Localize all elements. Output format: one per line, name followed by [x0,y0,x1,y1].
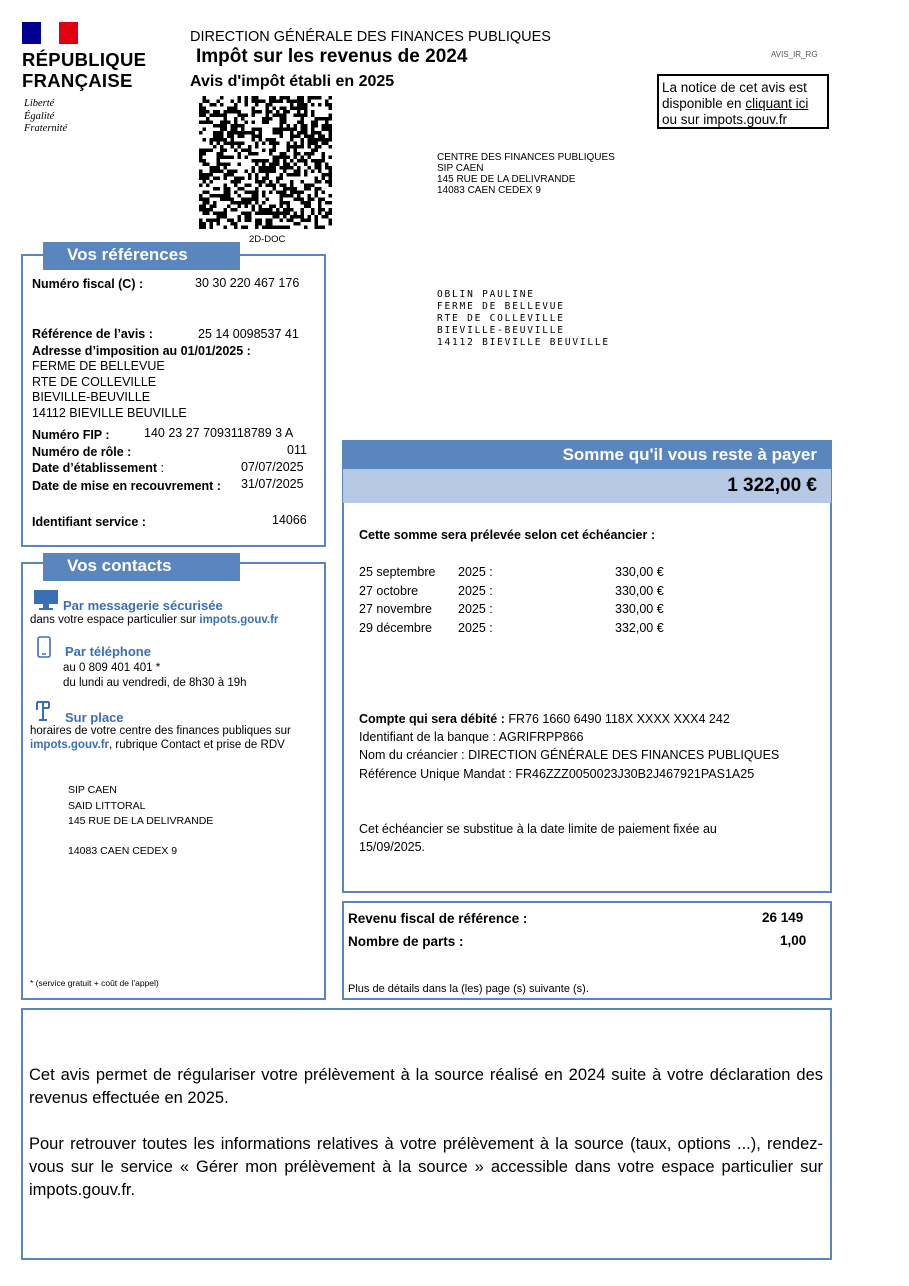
ref-avis-value: 25 14 0098537 41 [198,327,299,341]
tel-title: Par téléphone [65,644,151,659]
etab-value: 07/07/2025 [241,460,304,474]
references-tab: Vos références [43,242,240,270]
place-icon [33,700,53,722]
contacts-tab: Vos contacts [43,553,240,581]
place-line1: horaires de votre centre des finances publiques sur [30,725,291,737]
table-row: 29 décembre 2025 : 332,00 € [359,620,664,635]
role-label: Numéro de rôle : [32,445,132,459]
service-label: Identifiant service : [32,515,146,529]
msg-text: dans votre espace particulier sur impots.gouv.fr [30,614,279,626]
recouv-label: Date de mise en recouvrement : [32,479,221,493]
creancier: Nom du créancier : DIRECTION GÉNÉRALE DES FINANCES PUBLIQUES [359,748,780,762]
parts-label: Nombre de parts : [348,934,464,949]
adresse-label: Adresse d’imposition au 01/01/2025 : [32,344,251,358]
schedule-note-1: Cet échéancier se substitue à la date limite de paiement fixée au [359,822,717,836]
phone-icon [37,636,51,658]
computer-icon [33,589,59,611]
fip-value: 140 23 27 7093118789 3 A [144,426,294,440]
logo-text: RÉPUBLIQUE FRANÇAISE [22,49,147,91]
table-row: 25 septembre 2025 : 330,00 € [359,565,664,580]
place-title: Sur place [65,710,124,725]
notice-link[interactable]: cliquant ici [745,96,809,111]
page-title: Impôt sur les revenus de 2024 [196,46,468,67]
place-link[interactable]: impots.gouv.fr [30,739,110,751]
recouv-value: 31/07/2025 [241,477,304,491]
msg-title: Par messagerie sécurisée [63,598,223,613]
document-code: AVIS_IR_RG [771,50,818,59]
rfr-label: Revenu fiscal de référence : [348,911,528,926]
direction-title: DIRECTION GÉNÉRALE DES FINANCES PUBLIQUES [190,29,551,45]
schedule-table [359,563,664,637]
flag-icon [22,22,78,44]
fip-label: Numéro FIP : [32,428,110,442]
recipient-address: OBLIN PAULINE FERME DE BELLEVUE RTE DE COLLEVILLE BIEVILLE-BEUVILLE 14112 BIEVILLE BEUVILLE [437,289,610,348]
schedule-note-2: 15/09/2025. [359,840,426,854]
tel-number: au 0 809 401 401 * [63,662,161,674]
notice-box: La notice de cet avis est disponible en cliquant ici ou sur impots.gouv.fr [657,74,829,129]
details-note: Plus de détails dans la (les) page (s) suivante (s). [348,983,589,995]
qr-code [199,96,332,229]
info-text [29,1047,823,1218]
info-paragraph: Pour retrouver toutes les informations relatives à votre prélèvement à la source (taux, options ...), rendez-vous sur le service « Gérer mon prélèvement à la source » accessible dans votre espace particulier sur impots.gouv.fr. [29,1134,823,1199]
payment-amount: 1 322,00 € [343,469,831,503]
mandat-ref: Référence Unique Mandat : FR46ZZZ0050023J30B2J467921PAS1A25 [359,767,755,781]
banque-id: Identifiant de la banque : AGRIFRPP866 [359,730,584,744]
adresse-value: FERME DE BELLEVUE RTE DE COLLEVILLE BIEVILLE-BEUVILLE 14112 BIEVILLE BEUVILLE [32,359,187,420]
sip-address: SIP CAEN SAID LITTORAL 145 RUE DE LA DELIVRANDE 14083 CAEN CEDEX 9 [68,784,214,857]
schedule-intro: Cette somme sera prélevée selon cet échéancier : [359,528,655,542]
table-row: 27 octobre 2025 : 330,00 € [359,583,664,598]
qr-label: 2D-DOC [249,234,286,245]
num-fiscal-value: 30 30 220 467 176 [195,276,300,290]
rfr-value: 26 149 [762,910,804,925]
payment-header: Somme qu'il vous reste à payer [343,441,831,469]
service-value: 14066 [272,513,307,527]
role-value: 011 [287,443,307,457]
contacts-box [21,562,326,1000]
parts-value: 1,00 [780,933,807,948]
centre-address: CENTRE DES FINANCES PUBLIQUES SIP CAEN 145 RUE DE LA DELIVRANDE 14083 CAEN CEDEX 9 [437,152,615,196]
num-fiscal-label: Numéro fiscal (C) : [32,277,144,291]
info-paragraph: Cet avis permet de régulariser votre prélèvement à la source réalisé en 2024 suite à votre déclaration des revenus effectuée en 2025. [29,1065,823,1107]
logo-motto: Liberté Égalité Fraternité [24,98,68,134]
tel-hours: du lundi au vendredi, de 8h30 à 19h [63,677,247,689]
place-line2: impots.gouv.fr, rubrique Contact et prise de RDV [30,739,285,751]
msg-link[interactable]: impots.gouv.fr [199,614,279,626]
table-row: 27 novembre 2025 : 330,00 € [359,602,664,617]
ref-avis-label: Référence de l’avis : [32,327,153,341]
compte-debite: Compte qui sera débité : FR76 1660 6490 118X XXXX XXX4 242 [359,712,730,726]
footnote: * (service gratuit + coût de l’appel) [30,978,159,988]
etab-label: Date d’établissement : [32,461,164,475]
page-subtitle: Avis d'impôt établi en 2025 [190,73,395,90]
